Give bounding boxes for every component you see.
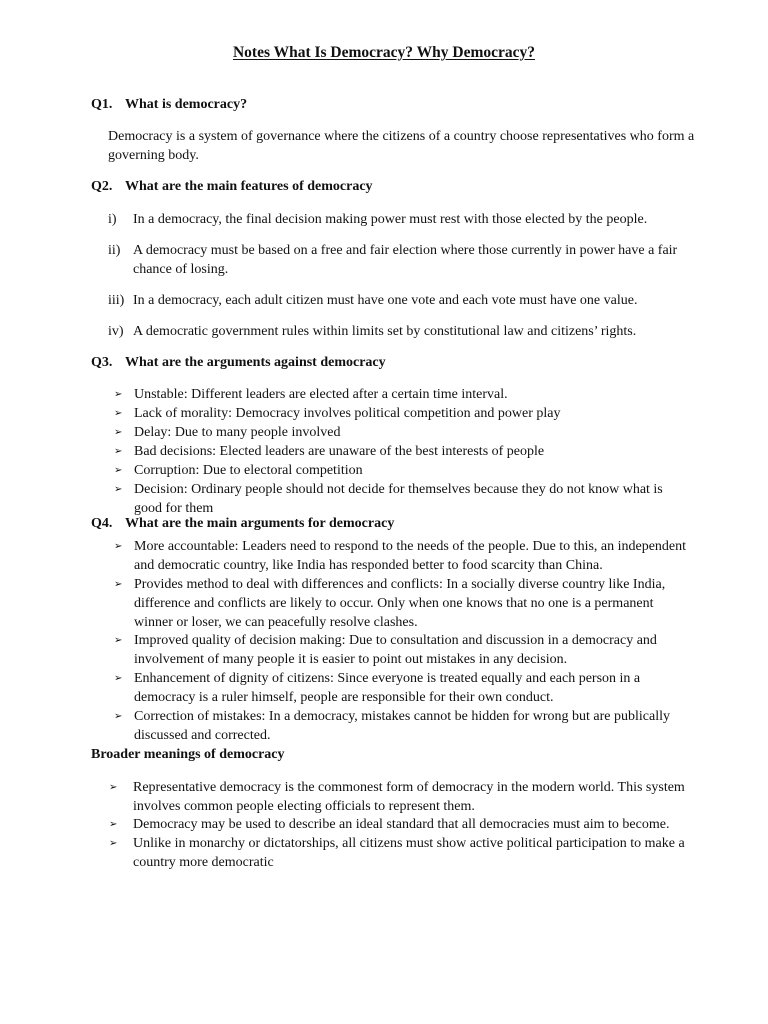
broader-list-item (109, 834, 689, 872)
arrowhead-bullet-icon: ➢ (114, 711, 123, 722)
q3-item-text: Decision: Ordinary people should not decide for themselves because they do not know what is good for them (134, 482, 663, 516)
q2-item (108, 291, 698, 310)
q3-list-item (114, 461, 694, 480)
q2-item-number: iii) (108, 293, 125, 308)
q3-heading (91, 355, 386, 371)
q4-item-text: Provides method to deal with differences and conflicts: In a socially diverse country like India, difference and conflicts are likely to occur. Only when one knows that no one is a permanent winner or loser, we can peacefully resolve clashes. (134, 577, 666, 630)
q3-list-item (114, 423, 694, 442)
arrowhead-bullet-icon: ➢ (114, 541, 123, 552)
title-text: Notes What Is Democracy? Why Democracy? (232, 44, 536, 61)
q2-item-text: A democratic government rules within limits set by constitutional law and citizens’ rights. (133, 324, 637, 339)
q2-item-number: ii) (108, 243, 121, 258)
q2-number: Q2. (91, 179, 113, 194)
q3-item-text: Lack of morality: Democracy involves political competition and power play (134, 406, 561, 421)
q4-item-text: Improved quality of decision making: Due to consultation and discussion in a democracy and involvement of many people it is easier to point out mistakes in any decision. (134, 633, 657, 667)
q3-list-item (114, 480, 694, 518)
q4-heading (91, 516, 394, 532)
arrowhead-bullet-icon: ➢ (114, 635, 123, 646)
q2-item-text: A democracy must be based on a free and fair election where those currently in power have a fair chance of losing. (133, 243, 678, 277)
q2-item (108, 241, 698, 279)
q4-question: What are the main arguments for democracy (125, 516, 395, 531)
q4-list-item (114, 575, 694, 632)
q3-list-item (114, 404, 694, 423)
q4-item-text: Correction of mistakes: In a democracy, mistakes cannot be hidden for wrong but are publically discussed and corrected. (134, 709, 670, 743)
arrowhead-bullet-icon: ➢ (114, 427, 123, 438)
q4-item-text: Enhancement of dignity of citizens: Since everyone is treated equally and each person in a democracy is a ruler himself, people are responsible for their own conduct. (134, 671, 641, 705)
q2-item-number: iv) (108, 324, 124, 339)
arrowhead-bullet-icon: ➢ (109, 819, 118, 830)
q2-item-number: i) (108, 212, 117, 227)
arrowhead-bullet-icon: ➢ (114, 484, 123, 495)
arrowhead-bullet-icon: ➢ (114, 446, 123, 457)
q3-item-text: Delay: Due to many people involved (134, 425, 341, 440)
q1-heading (91, 97, 247, 113)
q4-list-item (114, 669, 694, 707)
q4-list-item (114, 631, 694, 669)
q1-answer: Democracy is a system of governance where the citizens of a country choose representatives who form a governing body. (108, 129, 695, 163)
q4-list-item (114, 537, 694, 575)
q4-number: Q4. (91, 516, 113, 531)
broader-heading: Broader meanings of democracy (91, 747, 285, 762)
q2-item (108, 322, 698, 341)
broader-list-item (109, 815, 689, 834)
page-title (0, 44, 768, 62)
q2-heading (91, 179, 373, 195)
q2-item-text: In a democracy, each adult citizen must have one vote and each vote must have one value. (133, 293, 638, 308)
arrowhead-bullet-icon: ➢ (114, 408, 123, 419)
q3-number: Q3. (91, 355, 113, 370)
arrowhead-bullet-icon: ➢ (114, 673, 123, 684)
broader-item-text: Unlike in monarchy or dictatorships, all citizens must show active political participation to make a country more democratic (133, 836, 685, 870)
broader-item-text: Representative democracy is the commonest form of democracy in the modern world. This system involves common people electing officials to represent them. (133, 780, 685, 814)
q3-list-item (114, 442, 694, 461)
q3-item-text: Unstable: Different leaders are elected after a certain time interval. (134, 387, 508, 402)
broader-list-item (109, 778, 689, 816)
q2-question: What are the main features of democracy (125, 179, 373, 194)
arrowhead-bullet-icon: ➢ (114, 579, 123, 590)
q1-number: Q1. (91, 97, 113, 112)
arrowhead-bullet-icon: ➢ (109, 838, 118, 849)
q2-item (108, 210, 698, 229)
q3-list-item (114, 385, 694, 404)
arrowhead-bullet-icon: ➢ (114, 389, 123, 400)
q1-question: What is democracy? (125, 97, 248, 112)
q2-item-text: In a democracy, the final decision making power must rest with those elected by the people. (133, 212, 648, 227)
q3-item-text: Bad decisions: Elected leaders are unaware of the best interests of people (134, 444, 545, 459)
q4-list-item (114, 707, 694, 745)
q4-item-text: More accountable: Leaders need to respond to the needs of the people. Due to this, an independent and democratic country, like India has responded better to food scarcity than China. (134, 539, 687, 573)
q3-question: What are the arguments against democracy (125, 355, 386, 370)
broader-item-text: Democracy may be used to describe an ideal standard that all democracies must aim to become. (133, 817, 670, 832)
arrowhead-bullet-icon: ➢ (109, 782, 118, 793)
arrowhead-bullet-icon: ➢ (114, 465, 123, 476)
q3-item-text: Corruption: Due to electoral competition (134, 463, 363, 478)
